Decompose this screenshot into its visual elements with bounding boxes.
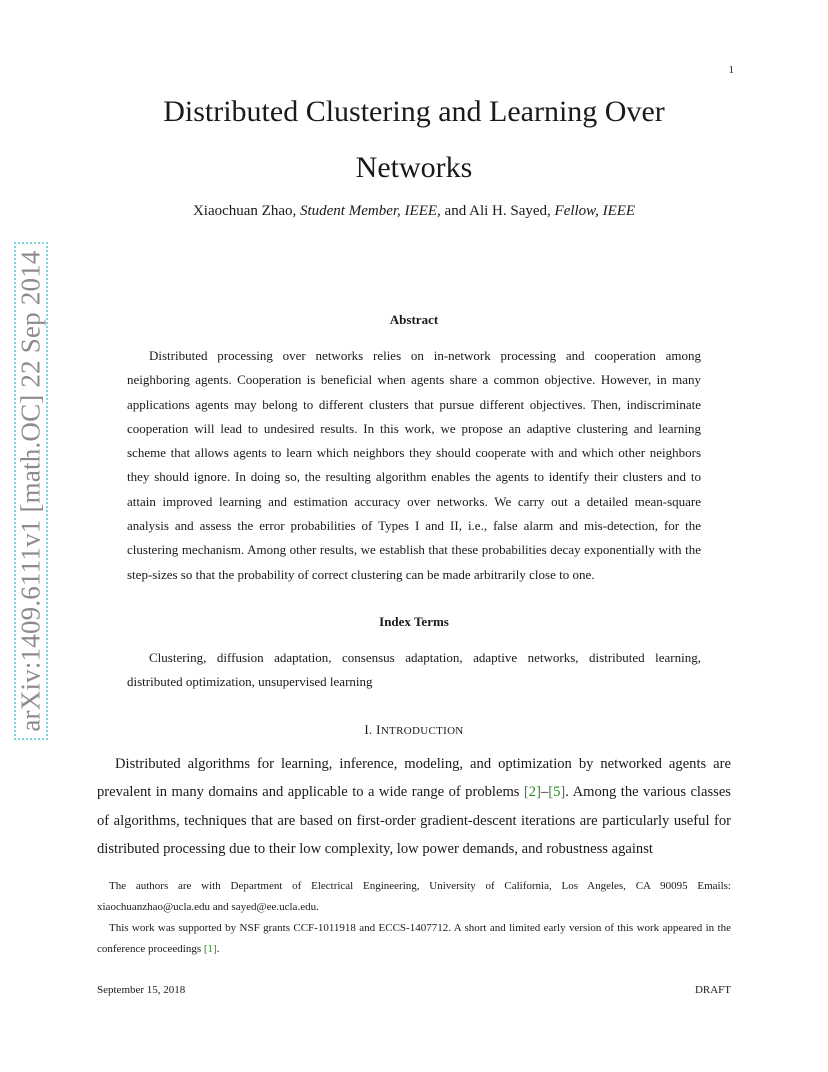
footer-date: September 15, 2018 [97,984,186,996]
footnote-funding-text: This work was supported by NSF grants CCF-1011918 and ECCS-1407712. A short and limited early version of this work appeared in the conference proceedings [97,922,731,955]
citation-link-1[interactable]: [1] [203,943,217,955]
footnote-affiliation: The authors are with Department of Electrical Engineering, University of California, Los Angeles, CA 90095 Emails: xiaochuanzhao@ucla.edu and sayed@ee.ucla.edu. [97,880,731,913]
author-1-name: Xiaochuan Zhao, [192,203,297,219]
footnote-funding [97,918,731,960]
arxiv-stamp[interactable]: arXiv:1409.6111v1 [math.OC] 22 Sep 2014 [15,250,46,732]
index-terms-text: Clustering, diffusion adaptation, consensus adaptation, adaptive networks, distributed learning, distributed optimization, unsupervised learning [127,650,701,690]
paper-title [100,84,728,196]
author-line [100,203,728,220]
title-line-1: Distributed Clustering and Learning Over [163,95,665,128]
author-1-role: Student Member, IEEE, [299,203,441,219]
citation-link-5[interactable]: [5] [548,784,566,801]
section-numeral: I. [364,722,373,737]
footnote-funding-end: . [216,943,220,955]
citation-link-2[interactable]: [2] [523,784,541,801]
abstract-heading: Abstract [389,312,439,327]
intro-text-b: . Among the various classes of algorithms, techniques that are based on first-order gradient-descent iterations are particularly useful for distributed processing due to their low complexity, low power demands, and robustness against [97,784,731,857]
abstract-text: Distributed processing over networks relies on in-network processing and cooperation among neighboring agents. Cooperation is beneficial when agents share a common objective. However, in many applications agents may belong to different clusters that pursue different objectives. Then, indiscriminate cooperation will lead to undesired results. In this work, we propose an adaptive clustering and learning scheme that allows agents to learn which neighbors they should cooperate with and which other neighbors they should ignore. In doing so, the resulting algorithm enables the agents to identify their clusters and to attain improved learning and estimation accuracy over networks. We carry out a detailed mean-square analysis and assess the error probabilities of Types I and II, i.e., false alarm and mis-detection, for the clustering mechanism. Among other results, we establish that these probabilities decay exponentially with the step-sizes so that the probability of correct clustering can be made arbitrarily close to one. [127,348,701,582]
citation-dash: – [540,784,549,801]
heading-rest: NTRODUCTION [380,725,464,737]
index-terms-heading: Index Terms [379,614,449,629]
introduction-heading [100,722,728,738]
intro-text-a: Distributed algorithms for learning, inference, modeling, and optimization by networked agents are prevalent in many domains and applicable to a wide range of problems [97,756,731,801]
footer-status: DRAFT [694,984,731,996]
author-2-name: and Ali H. Sayed, [444,203,551,219]
page-number: 1 [728,64,734,76]
title-line-2: Networks [355,151,473,184]
introduction-paragraph [97,750,731,863]
heading-initial: I [376,722,381,737]
author-2-role: Fellow, IEEE [554,203,636,219]
